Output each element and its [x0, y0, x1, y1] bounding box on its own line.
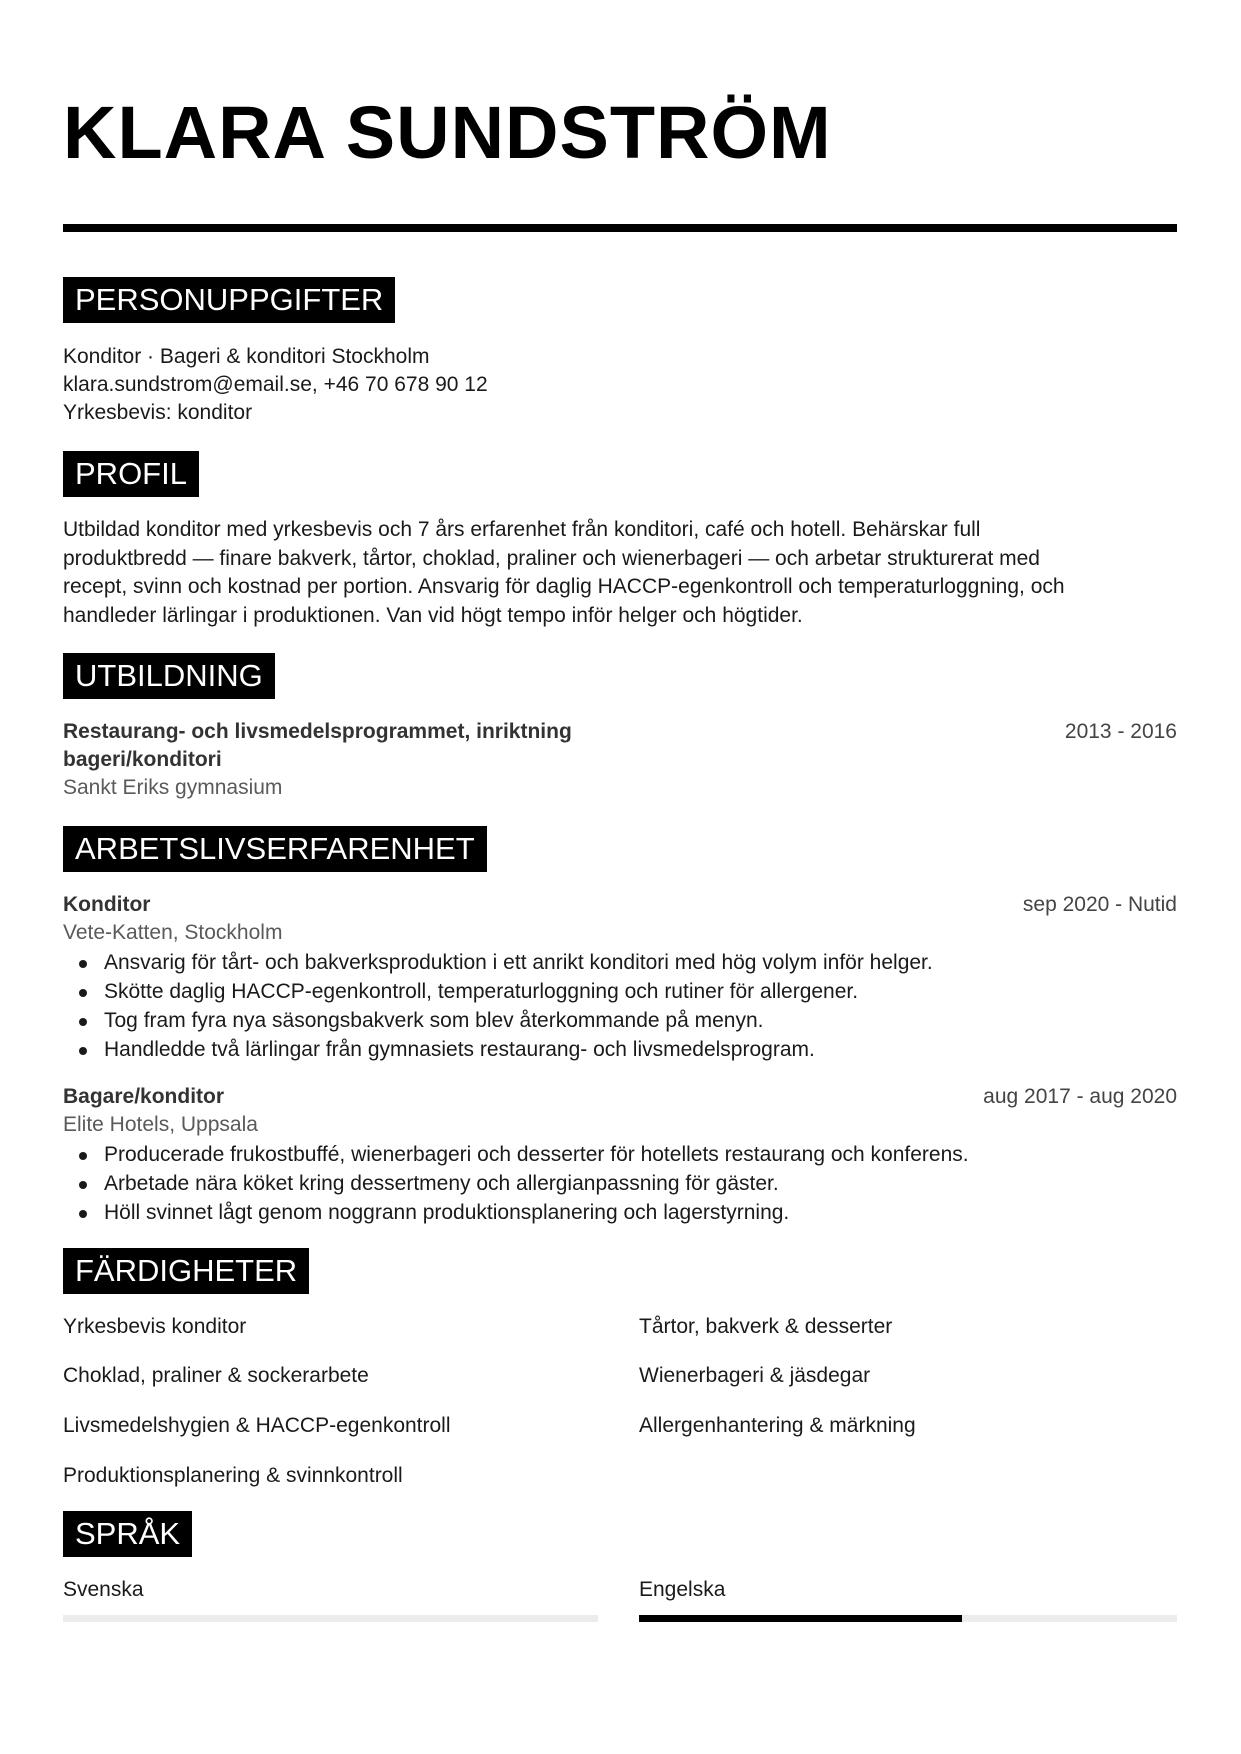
header-rule	[63, 224, 1177, 232]
personal-line-title: Konditor · Bageri & konditori Stockholm	[63, 345, 430, 368]
language-name: Svenska	[63, 1578, 144, 1601]
job-employer: Elite Hotels, Uppsala	[63, 1113, 258, 1136]
job-bullets	[63, 948, 1177, 1064]
education-title-cont: bageri/konditori	[63, 748, 222, 771]
job-dates: aug 2017 - aug 2020	[983, 1085, 1177, 1108]
list-item: Ansvarig för tårt- och bakverksproduktion i ett anrikt konditori med hög volym inför helger.	[63, 948, 1177, 977]
job-employer: Vete-Katten, Stockholm	[63, 921, 283, 944]
skill-item: Choklad, praliner & sockerarbete	[63, 1364, 369, 1387]
list-item: Skötte daglig HACCP-egenkontroll, temperaturloggning och rutiner för allergener.	[63, 977, 1177, 1006]
list-item: Höll svinnet lågt genom noggrann produktionsplanering och lagerstyrning.	[63, 1198, 1177, 1227]
profile-line: Utbildad konditor med yrkesbevis och 7 års erfarenhet från konditori, café och hotell. Behärskar full	[63, 518, 981, 541]
job-bullets	[63, 1140, 1177, 1227]
language-name: Engelska	[639, 1578, 726, 1601]
profile-line: handleder lärlingar i produktionen. Van vid högt tempo inför helger och högtider.	[63, 604, 803, 627]
skill-item: Yrkesbevis konditor	[63, 1315, 247, 1338]
heading-skills: FÄRDIGHETER	[63, 1248, 309, 1294]
heading-languages: SPRÅK	[63, 1511, 192, 1557]
skill-item: Allergenhantering & märkning	[639, 1414, 916, 1437]
heading-experience: ARBETSLIVSERFARENHET	[63, 826, 487, 872]
skill-item: Tårtor, bakverk & desserter	[639, 1315, 893, 1338]
language-level-fill	[639, 1615, 962, 1622]
language-level-bar	[63, 1615, 598, 1622]
skill-item: Produktionsplanering & svinnkontroll	[63, 1464, 403, 1487]
profile-line: recept, svinn och kostnad per portion. Ansvarig för daglig HACCP-egenkontroll och temperaturloggning, och	[63, 575, 1065, 598]
personal-line-certificate: Yrkesbevis: konditor	[63, 401, 253, 424]
skill-item: Livsmedelshygien & HACCP-egenkontroll	[63, 1414, 451, 1437]
job-dates: sep 2020 - Nutid	[1022, 893, 1177, 916]
list-item: Tog fram fyra nya säsongsbakverk som blev återkommande på menyn.	[63, 1006, 1177, 1035]
education-dates: 2013 - 2016	[1064, 720, 1177, 743]
skill-item: Wienerbageri & jäsdegar	[639, 1364, 871, 1387]
heading-profile: PROFIL	[63, 451, 199, 497]
education-school: Sankt Eriks gymnasium	[63, 776, 283, 799]
heading-education: UTBILDNING	[63, 653, 275, 699]
personal-line-contact: klara.sundstrom@email.se, +46 70 678 90 12	[63, 373, 488, 396]
list-item: Arbetade nära köket kring dessertmeny och allergianpassning för gäster.	[63, 1169, 1177, 1198]
job-title: Bagare/konditor	[63, 1085, 225, 1108]
job-title: Konditor	[63, 893, 151, 916]
candidate-name: KLARA SUNDSTRÖM	[63, 91, 832, 174]
heading-personal: PERSONUPPGIFTER	[63, 277, 395, 323]
list-item: Producerade frukostbuffé, wienerbageri och desserter för hotellets restaurang och konferens.	[63, 1140, 1177, 1169]
language-level-bar	[639, 1615, 1177, 1622]
list-item: Handledde två lärlingar från gymnasiets restaurang- och livsmedelsprogram.	[63, 1035, 1177, 1064]
education-title: Restaurang- och livsmedelsprogrammet, inriktning	[63, 720, 572, 743]
profile-line: produktbredd — finare bakverk, tårtor, choklad, praliner och wienerbageri — och arbetar strukturerat med	[63, 547, 1040, 570]
